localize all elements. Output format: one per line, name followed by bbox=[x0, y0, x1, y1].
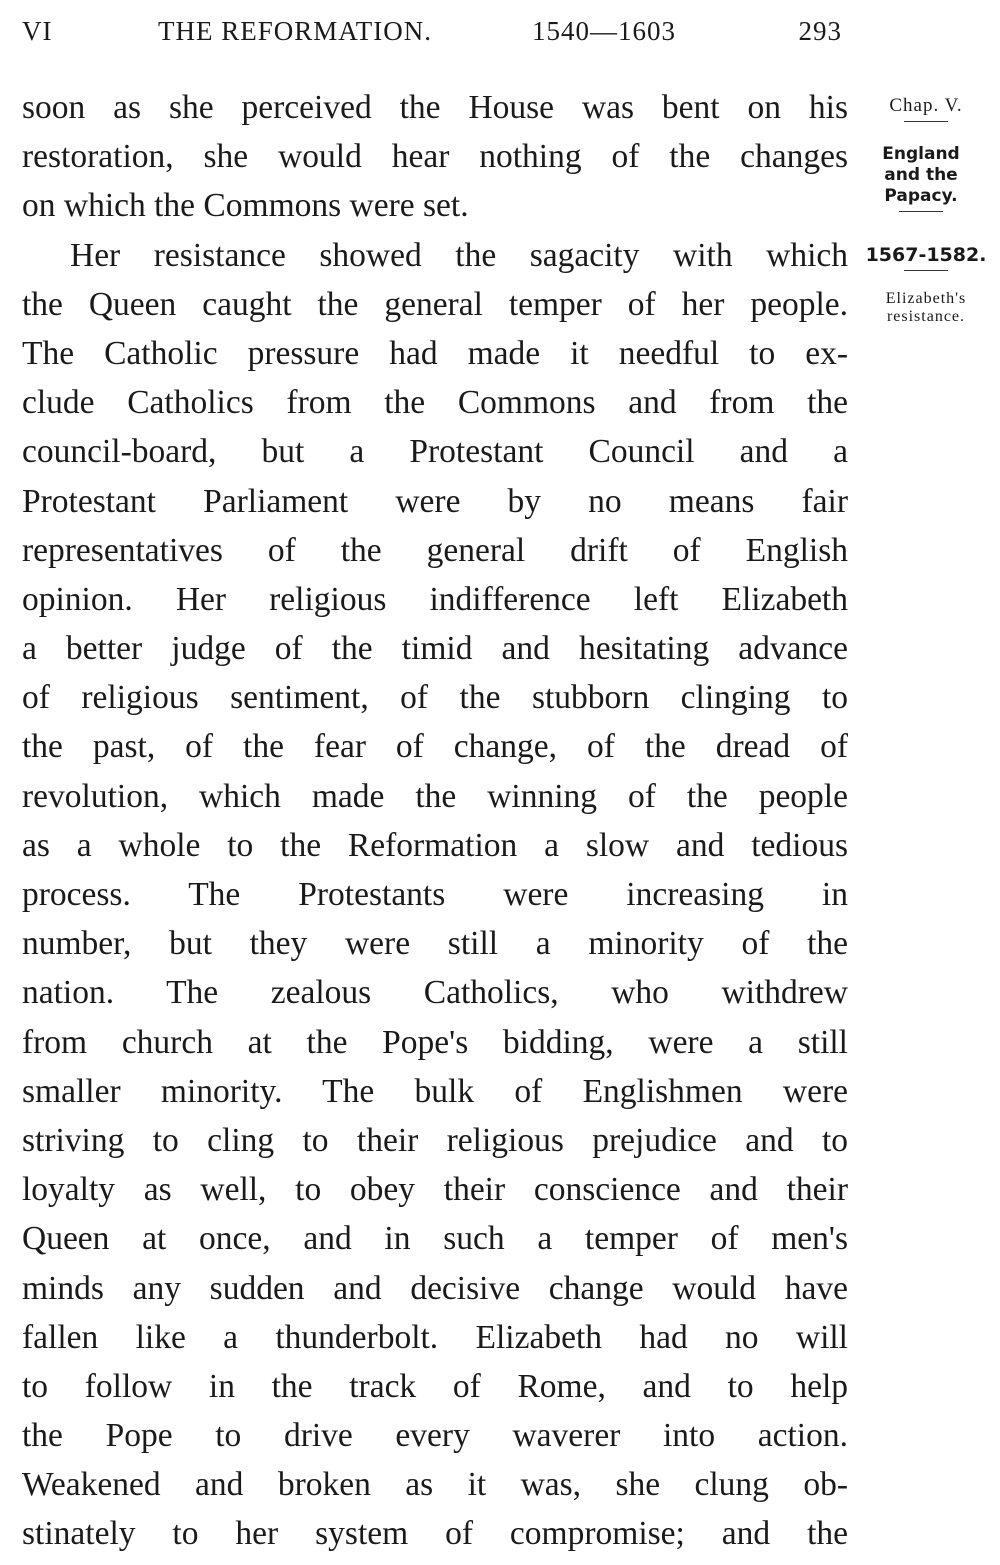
margin-section-note bbox=[856, 144, 986, 218]
running-header bbox=[22, 16, 842, 56]
text-line: process. The Protestants were increasing in bbox=[22, 876, 848, 913]
paragraph-start-line: Her resistance showed the sagacity with which bbox=[70, 236, 848, 274]
text-line: Queen at once, and in such a temper of men's bbox=[22, 1220, 848, 1258]
text-line: striving to cling to their religious prejudice and to bbox=[22, 1121, 848, 1159]
text-line: The Catholic pressure had made it needful to ex- bbox=[22, 334, 848, 372]
text-line: minds any sudden and decisive change would have bbox=[22, 1269, 848, 1307]
topic-line: Elizabeth's bbox=[885, 290, 967, 307]
text-line: loyalty as well, to obey their conscience and their bbox=[22, 1171, 848, 1209]
text-line: restoration, she would hear nothing of the changes bbox=[22, 138, 848, 176]
section-line: and the bbox=[884, 165, 958, 185]
text-line: smaller minority. The bulk of Englishmen were bbox=[22, 1072, 848, 1110]
period-dates: 1540—1603 bbox=[532, 16, 676, 46]
text-line: the Pope to drive every waverer into action. bbox=[22, 1417, 848, 1455]
text-line: clude Catholics from the Commons and from the bbox=[22, 384, 848, 422]
page-number: 293 bbox=[798, 16, 842, 46]
text-line: as a whole to the Reformation a slow and tedious bbox=[22, 826, 848, 864]
topic-line: resistance. bbox=[886, 308, 966, 325]
margin-topic-note bbox=[856, 290, 996, 326]
text-line: representatives of the general drift of English bbox=[22, 531, 848, 569]
text-line: number, but they were still a minority of the bbox=[22, 925, 848, 963]
text-line: the past, of the fear of change, of the dread of bbox=[22, 728, 848, 766]
text-line: opinion. Her religious indifference left Elizabeth bbox=[22, 580, 848, 618]
text-line: a better judge of the timid and hesitating advance bbox=[22, 630, 848, 668]
text-line: Protestant Parliament were by no means fair bbox=[22, 482, 848, 520]
text-line: on which the Commons were set. bbox=[22, 187, 469, 225]
text-line: from church at the Pope's bidding, were a still bbox=[22, 1023, 848, 1061]
text-line: soon as she perceived the House was bent on his bbox=[22, 89, 848, 126]
text-line: stinately to her system of compromise; and the bbox=[22, 1515, 848, 1553]
margin-rule bbox=[904, 270, 948, 271]
text-line: to follow in the track of Rome, and to help bbox=[22, 1367, 848, 1405]
text-line: fallen like a thunderbolt. Elizabeth had no will bbox=[22, 1318, 848, 1356]
chapter-label: Chap. V. bbox=[889, 95, 963, 116]
text-line: Weakened and broken as it was, she clung ob- bbox=[22, 1466, 848, 1504]
margin-years-note bbox=[856, 244, 996, 277]
margin-rule bbox=[904, 121, 948, 122]
body-text bbox=[22, 83, 848, 1559]
text-line: revolution, which made the winning of the people bbox=[22, 777, 848, 815]
margin-chapter-note bbox=[856, 95, 996, 128]
margin-rule bbox=[899, 211, 943, 212]
text-line: council-board, but a Protestant Council and a bbox=[22, 433, 848, 471]
section-line: England bbox=[882, 144, 960, 164]
text-line: nation. The zealous Catholics, who withdrew bbox=[22, 974, 848, 1012]
section-line: Papacy. bbox=[884, 186, 958, 206]
text-line: the Queen caught the general temper of her people. bbox=[22, 285, 848, 323]
text-line: of religious sentiment, of the stubborn clinging to bbox=[22, 679, 848, 717]
running-title: THE REFORMATION. bbox=[158, 16, 433, 46]
volume-number: VI bbox=[22, 16, 53, 46]
years-label: 1567-1582. bbox=[865, 244, 987, 266]
